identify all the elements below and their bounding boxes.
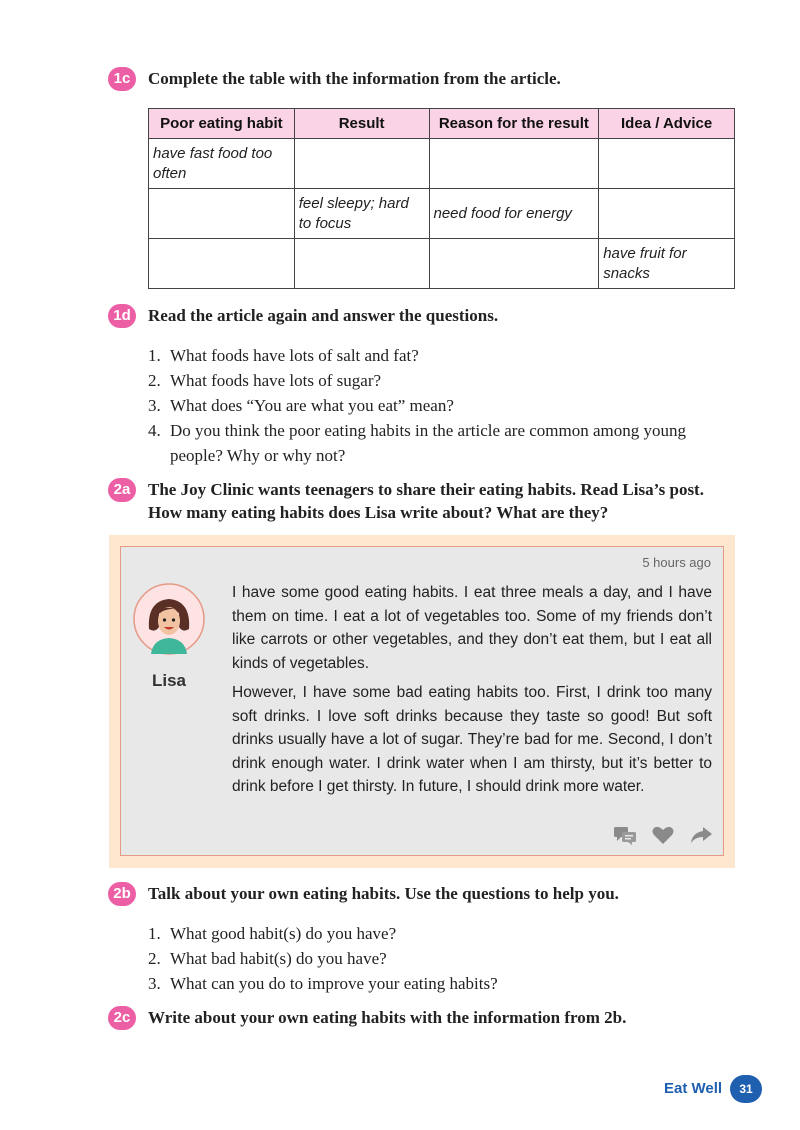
post-paragraph: However, I have some bad eating habits too. First, I drink too many soft drinks. I love soft drinks because they taste so good! But soft drinks usually have a lot of sugar. They’re bad for me. Second, I don’t drink enough water. I drink water when I am thirsty, but it’s better to drink before I get thirsty. In future, I should drink more water. bbox=[232, 684, 712, 795]
table-header: Reason for the result bbox=[429, 109, 599, 139]
table-cell[interactable]: have fruit for snacks bbox=[599, 239, 735, 289]
table-cell[interactable] bbox=[599, 139, 735, 189]
question-item bbox=[148, 418, 748, 468]
post-author: Lisa bbox=[151, 671, 187, 690]
question-text: What bad habit(s) do you have? bbox=[170, 949, 387, 968]
table-row bbox=[149, 139, 735, 189]
question-number: 2. bbox=[148, 371, 161, 390]
section-badge-2b: 2b bbox=[108, 882, 136, 906]
table-cell[interactable] bbox=[429, 139, 599, 189]
question-list-2b bbox=[148, 921, 748, 996]
question-list-1d bbox=[148, 343, 748, 468]
question-item bbox=[148, 368, 748, 393]
comment-icon[interactable] bbox=[613, 825, 637, 845]
table-cell[interactable]: need food for energy bbox=[429, 189, 599, 239]
question-text: What foods have lots of sugar? bbox=[170, 371, 382, 390]
table-cell[interactable]: have fast food too often bbox=[149, 139, 295, 189]
instruction-2a-line1: The Joy Clinic wants teenagers to share their eating habits. Read Lisa’s post. bbox=[148, 480, 704, 499]
table-cell[interactable] bbox=[599, 189, 735, 239]
instruction-2c: Write about your own eating habits with the information from 2b. bbox=[148, 1008, 627, 1027]
question-number: 2. bbox=[148, 949, 161, 968]
question-text: What can you do to improve your eating habits? bbox=[170, 974, 498, 993]
table-header: Poor eating habit bbox=[149, 109, 295, 139]
table-cell[interactable]: feel sleepy; hard to focus bbox=[294, 189, 429, 239]
table-header: Result bbox=[294, 109, 429, 139]
unit-title: Eat Well bbox=[664, 1080, 723, 1097]
page-number: 31 bbox=[730, 1075, 762, 1103]
post-paragraph: I have some good eating habits. I eat three meals a day, and I have them on time. I eat a lot of vegetables too. Some of my friends don’t like carrots or other vegetables, and they don’t eat them, but I eat all kinds of vegetables. bbox=[232, 584, 712, 672]
instruction-2b: Talk about your own eating habits. Use the questions to help you. bbox=[148, 884, 619, 903]
question-item bbox=[148, 946, 748, 971]
question-text: What foods have lots of salt and fat? bbox=[170, 346, 419, 365]
question-item bbox=[148, 971, 748, 996]
table-cell[interactable] bbox=[149, 189, 295, 239]
question-item bbox=[148, 343, 748, 368]
section-badge-1d: 1d bbox=[108, 304, 136, 328]
social-post bbox=[120, 546, 724, 856]
instruction-1d: Read the article again and answer the questions. bbox=[148, 306, 499, 325]
question-number: 3. bbox=[148, 974, 161, 993]
heart-icon[interactable] bbox=[651, 825, 675, 845]
table-header: Idea / Advice bbox=[599, 109, 735, 139]
instruction-2a-line2: How many eating habits does Lisa write about? What are they? bbox=[148, 503, 609, 522]
post-timestamp: 5 hours ago bbox=[642, 555, 711, 570]
question-number: 4. bbox=[148, 421, 161, 440]
question-text: What good habit(s) do you have? bbox=[170, 924, 397, 943]
question-text: Do you think the poor eating habits in the article are common among young people? Why or why not? bbox=[170, 421, 687, 465]
question-number: 1. bbox=[148, 924, 161, 943]
table-cell[interactable] bbox=[429, 239, 599, 289]
avatar-icon bbox=[133, 583, 205, 655]
section-badge-1c: 1c bbox=[108, 67, 136, 91]
table-row bbox=[149, 189, 735, 239]
post-actions bbox=[613, 825, 713, 845]
table-cell[interactable] bbox=[294, 239, 429, 289]
question-number: 3. bbox=[148, 396, 161, 415]
instruction-1c: Complete the table with the information from the article. bbox=[148, 69, 561, 88]
section-badge-2c: 2c bbox=[108, 1006, 136, 1030]
question-item bbox=[148, 921, 748, 946]
section-badge-2a: 2a bbox=[108, 478, 136, 502]
table-header-row bbox=[149, 109, 735, 139]
question-text: What does “You are what you eat” mean? bbox=[170, 396, 454, 415]
table-cell[interactable] bbox=[149, 239, 295, 289]
question-item bbox=[148, 393, 748, 418]
share-icon[interactable] bbox=[689, 825, 713, 845]
table-cell[interactable] bbox=[294, 139, 429, 189]
info-table bbox=[148, 108, 735, 289]
question-number: 1. bbox=[148, 346, 161, 365]
table-row bbox=[149, 239, 735, 289]
